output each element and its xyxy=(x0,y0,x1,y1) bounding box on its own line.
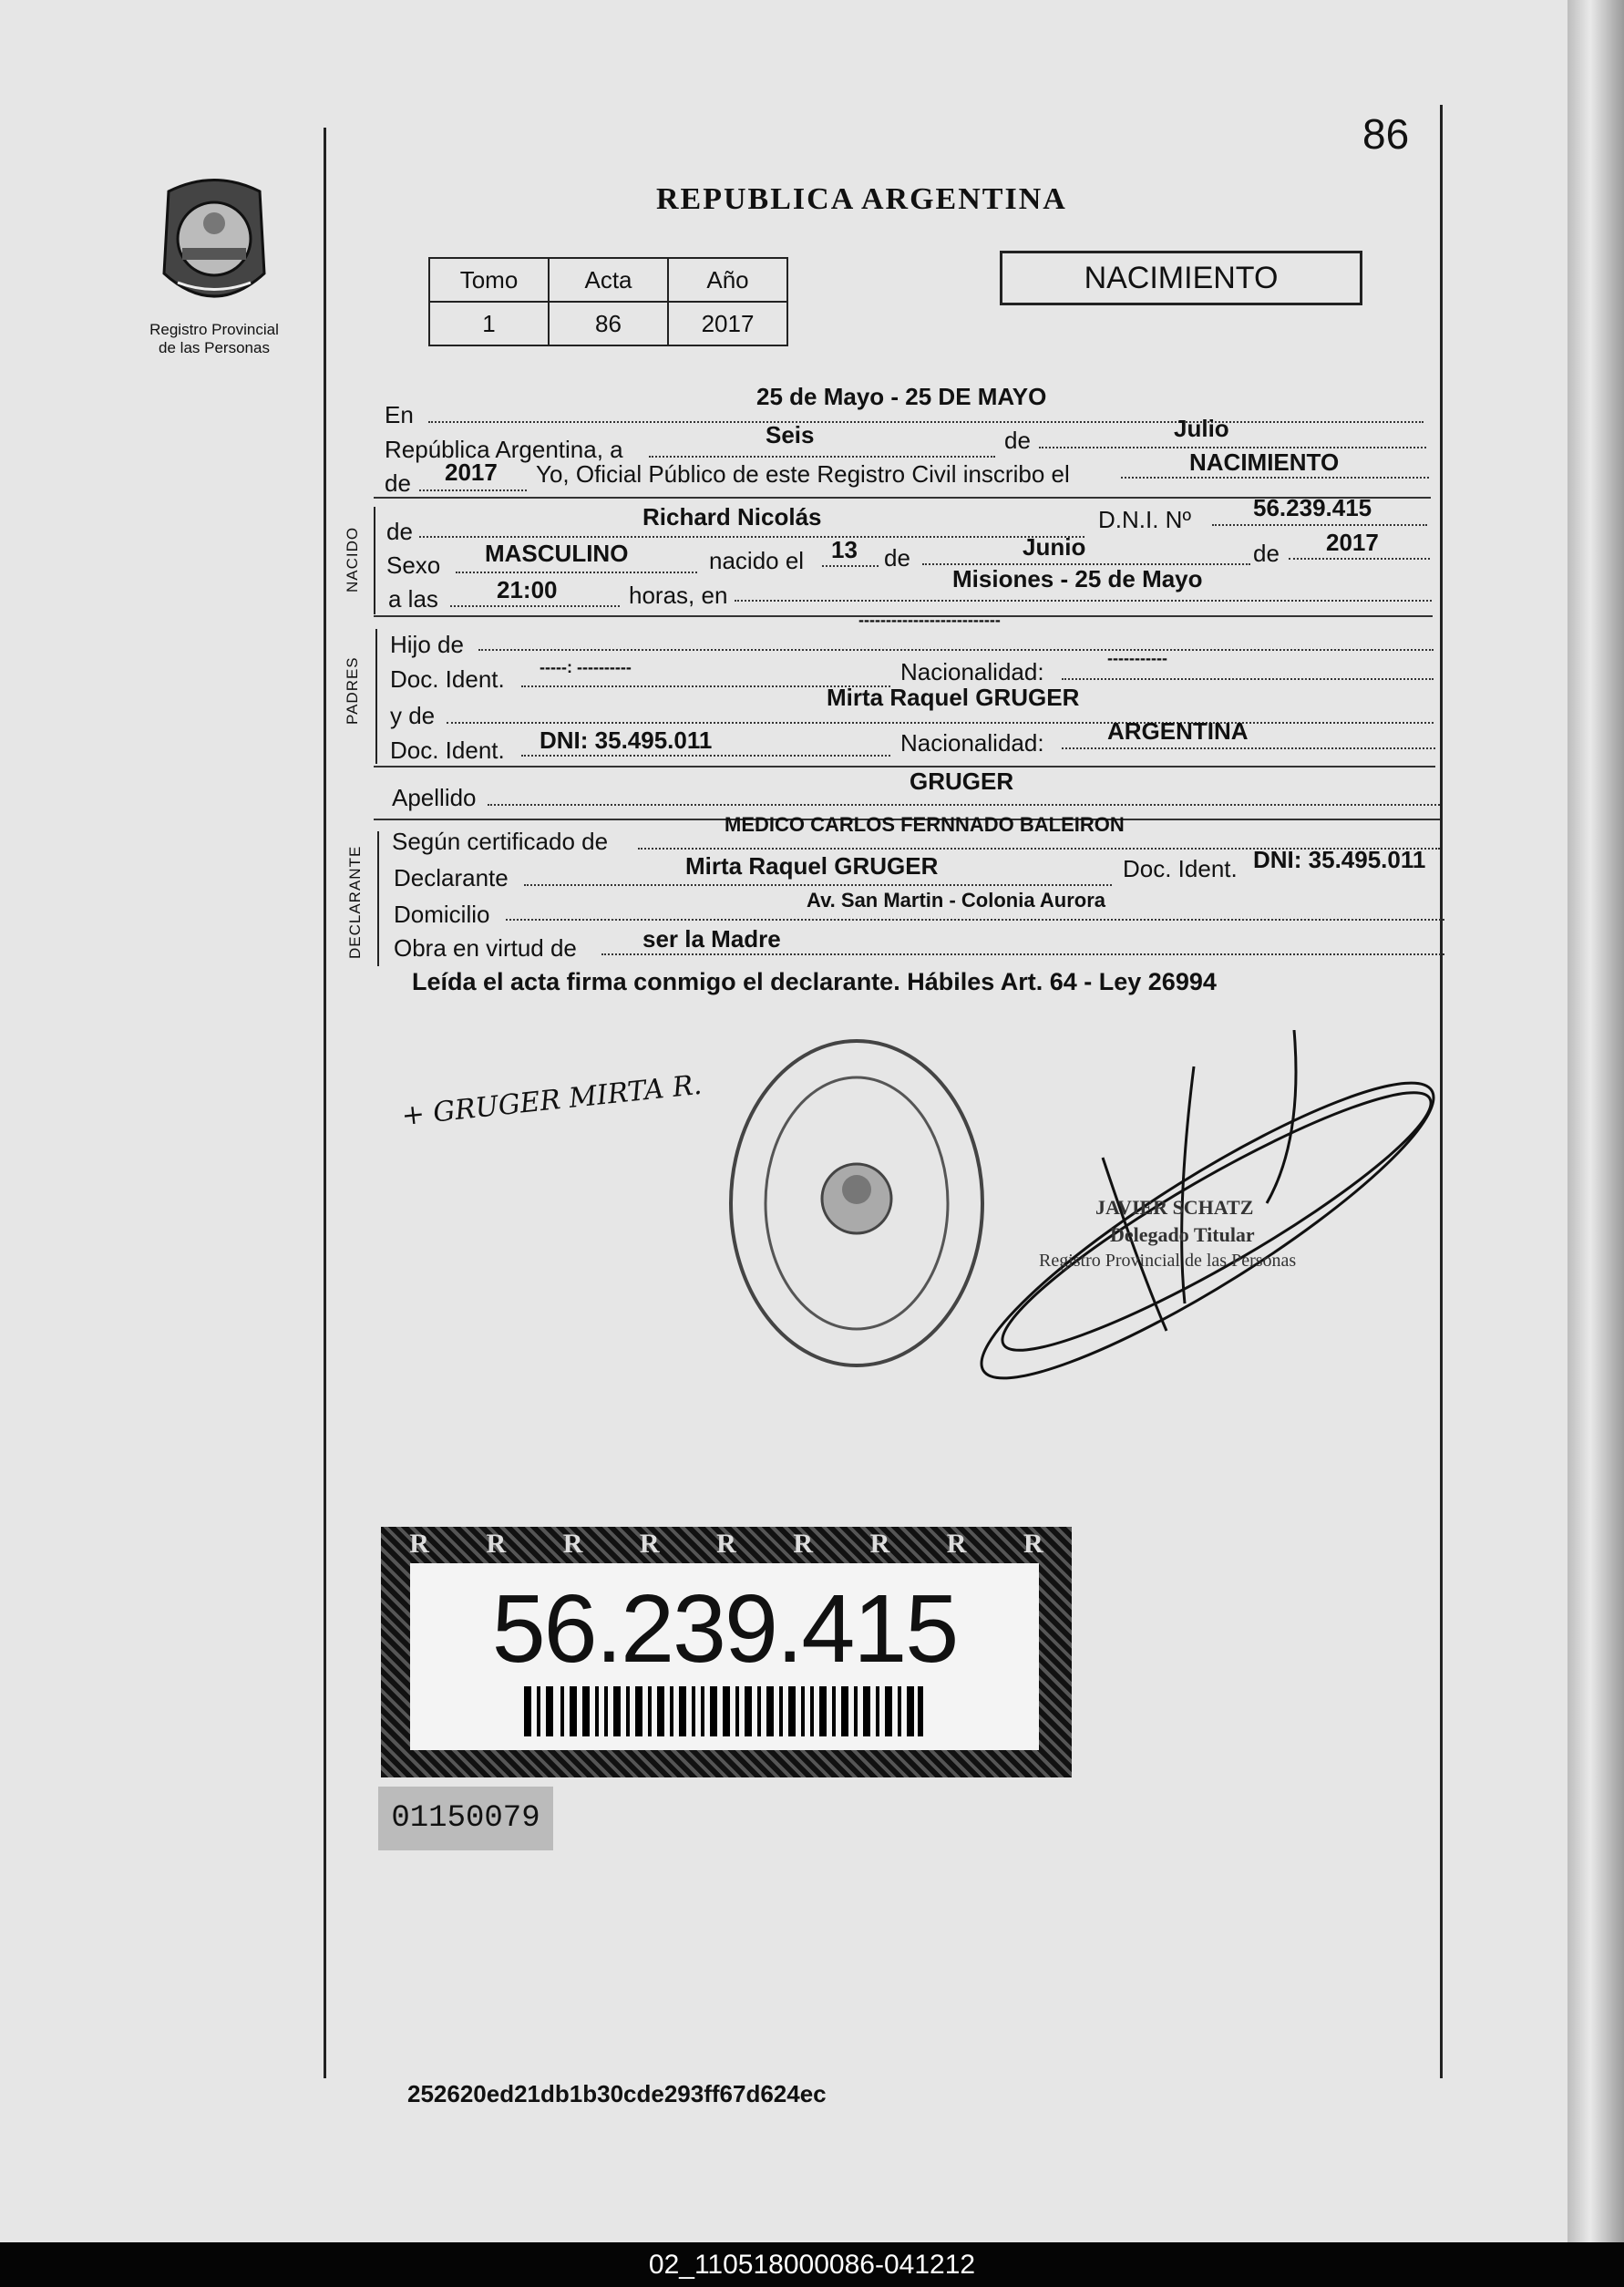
barcode-inner xyxy=(410,1563,1039,1750)
dotted-line xyxy=(456,572,697,573)
handwritten-signature: + GRUGER MIRTA R. xyxy=(400,1068,704,1133)
dotted-line xyxy=(822,565,879,567)
document-title: REPUBLICA ARGENTINA xyxy=(656,182,1067,216)
barcode-number: 56.239.415 xyxy=(491,1575,958,1683)
nacido-month: Junio xyxy=(1023,533,1086,561)
dotted-line xyxy=(419,489,527,491)
left-margin-line xyxy=(324,128,326,2078)
padres-doc2: DNI: 35.495.011 xyxy=(540,726,713,754)
pattern-letter: R xyxy=(1023,1529,1043,1559)
padres-nac1: ----------- xyxy=(1107,649,1167,667)
registry-stamp-icon xyxy=(725,1035,989,1372)
padres-nac2-label: Nacionalidad: xyxy=(900,729,1044,757)
declarante-cert: MEDICO CARLOS FERNNADO BALEIRON xyxy=(725,813,1125,836)
dotted-line xyxy=(447,722,1434,724)
pattern-letter: R xyxy=(869,1529,890,1559)
declarante-cert-label: Según certificado de xyxy=(392,828,609,855)
section-label-declarante: DECLARANTE xyxy=(346,845,364,959)
pattern-letter: R xyxy=(946,1529,967,1559)
nacido-de-label: de xyxy=(386,518,413,545)
book-value-acta: 86 xyxy=(549,302,668,345)
nacido-sexo: MASCULINO xyxy=(485,540,629,567)
nacido-dni-label: D.N.I. Nº xyxy=(1098,506,1191,533)
declarante-dom-label: Domicilio xyxy=(394,901,490,928)
pattern-letter: R xyxy=(409,1529,429,1559)
declarante-dom: Av. San Martin - Colonia Aurora xyxy=(807,889,1105,912)
padres-doc2-label: Doc. Ident. xyxy=(390,737,505,764)
closing-statement: Leída el acta firma conmigo el declarante. Hábiles Art. 64 - Ley 26994 xyxy=(412,968,1217,995)
declarante-doc: DNI: 35.495.011 xyxy=(1253,846,1426,873)
book-header-tomo: Tomo xyxy=(429,258,549,302)
dotted-line xyxy=(524,884,1112,886)
dotted-line xyxy=(649,456,995,458)
official-signature-icon xyxy=(957,1030,1458,1413)
dotted-line xyxy=(1121,477,1429,479)
intro-year: 2017 xyxy=(445,458,498,486)
barcode-pattern-strip xyxy=(381,1527,1072,1561)
nacido-year: 2017 xyxy=(1326,529,1379,556)
apellido-value: GRUGER xyxy=(910,767,1014,795)
nacido-sexo-label: Sexo xyxy=(386,551,441,579)
padres-doc1: -----: ---------- xyxy=(540,658,632,676)
registry-seal-icon xyxy=(150,173,278,310)
registry-caption-line2: de las Personas xyxy=(159,339,270,356)
official-office: Registro Provincial de las Personas xyxy=(1039,1251,1297,1271)
declarante-obra: ser la Madre xyxy=(642,925,781,953)
padres-doc1-label: Doc. Ident. xyxy=(390,665,505,693)
nacido-de-label2: de xyxy=(884,544,910,572)
intro-en-label: En xyxy=(385,401,414,428)
book-table-header-row xyxy=(429,258,787,302)
padres-nac2: ARGENTINA xyxy=(1107,717,1249,745)
nacido-hour: 21:00 xyxy=(497,576,558,603)
book-value-anio: 2017 xyxy=(668,302,787,345)
pattern-letter: R xyxy=(562,1529,583,1559)
record-type-box: NACIMIENTO xyxy=(1000,251,1362,305)
dotted-line xyxy=(1062,747,1435,749)
dotted-line xyxy=(1289,558,1430,560)
declarante-doc-label: Doc. Ident. xyxy=(1123,855,1238,882)
pattern-letter: R xyxy=(716,1529,736,1559)
intro-de2-label: de xyxy=(385,469,411,497)
padres-mother: Mirta Raquel GRUGER xyxy=(827,684,1080,711)
nacido-dni: 56.239.415 xyxy=(1253,494,1372,521)
dotted-line xyxy=(450,605,620,607)
separator xyxy=(374,766,1435,767)
intro-record-type: NACIMIENTO xyxy=(1189,448,1340,476)
control-number: 01150079 xyxy=(378,1787,553,1850)
intro-place: 25 de Mayo - 25 DE MAYO xyxy=(756,383,1047,410)
dotted-line xyxy=(521,755,890,757)
registry-caption-line1: Registro Provincial xyxy=(149,321,279,338)
dotted-line xyxy=(506,919,1444,921)
intro-de-label: de xyxy=(1004,427,1031,454)
declarante-decl-label: Declarante xyxy=(394,864,509,891)
dotted-line xyxy=(478,649,1434,651)
intro-month: Julio xyxy=(1174,415,1229,442)
official-title: Delegado Titular xyxy=(1110,1223,1255,1246)
book-value-tomo: 1 xyxy=(429,302,549,345)
dotted-line xyxy=(1062,678,1434,680)
book-header-acta: Acta xyxy=(549,258,668,302)
nacido-horas-en-label: horas, en xyxy=(629,582,728,609)
nacido-place: Misiones - 25 de Mayo xyxy=(952,565,1203,592)
dotted-line xyxy=(419,536,1084,538)
intro-day: Seis xyxy=(766,421,815,448)
registry-caption xyxy=(137,321,292,357)
padres-hijo-de-label: Hijo de xyxy=(390,631,464,658)
padres-father: -------------------------- xyxy=(858,611,1001,629)
book-table xyxy=(428,257,788,346)
nacido-de-label3: de xyxy=(1253,540,1280,567)
book-table-value-row xyxy=(429,302,787,345)
pattern-letter: R xyxy=(639,1529,660,1559)
file-id-bar: 02_110518000086-041212 xyxy=(0,2242,1624,2287)
padres-nac1-label: Nacionalidad: xyxy=(900,658,1044,685)
page-edge xyxy=(1567,0,1624,2242)
book-header-anio: Año xyxy=(668,258,787,302)
section-label-nacido: NACIDO xyxy=(344,526,361,592)
apellido-label: Apellido xyxy=(392,784,477,811)
nacido-day: 13 xyxy=(831,536,858,563)
page-number: 86 xyxy=(1362,110,1410,158)
nacido-a-las-label: a las xyxy=(388,585,438,613)
dotted-line xyxy=(735,600,1432,602)
padres-y-de-label: y de xyxy=(390,702,436,729)
barcode-label xyxy=(381,1527,1072,1777)
nacido-el-label: nacido el xyxy=(709,547,805,574)
dotted-line xyxy=(488,804,1440,806)
declarante-obra-label: Obra en virtud de xyxy=(394,934,577,962)
dotted-line xyxy=(428,421,1424,423)
section-bar-nacido xyxy=(374,507,375,614)
intro-official-text: Yo, Oficial Público de este Registro Civil inscribo el xyxy=(536,460,1070,488)
section-label-padres: PADRES xyxy=(344,656,361,725)
official-name: JAVIER SCHATZ xyxy=(1095,1196,1254,1219)
document-hash: 252620ed21db1b30cde293ff67d624ec xyxy=(407,2080,827,2107)
dotted-line xyxy=(1212,524,1427,526)
intro-republica-label: República Argentina, a xyxy=(385,436,623,463)
section-bar-declarante xyxy=(377,831,379,966)
nacido-name: Richard Nicolás xyxy=(642,503,822,531)
pattern-letter: R xyxy=(793,1529,814,1559)
dotted-line xyxy=(601,953,1444,955)
barcode-bars-icon xyxy=(524,1686,925,1736)
declarante-decl: Mirta Raquel GRUGER xyxy=(685,852,939,880)
pattern-letter: R xyxy=(486,1529,507,1559)
section-bar-padres xyxy=(375,629,377,764)
